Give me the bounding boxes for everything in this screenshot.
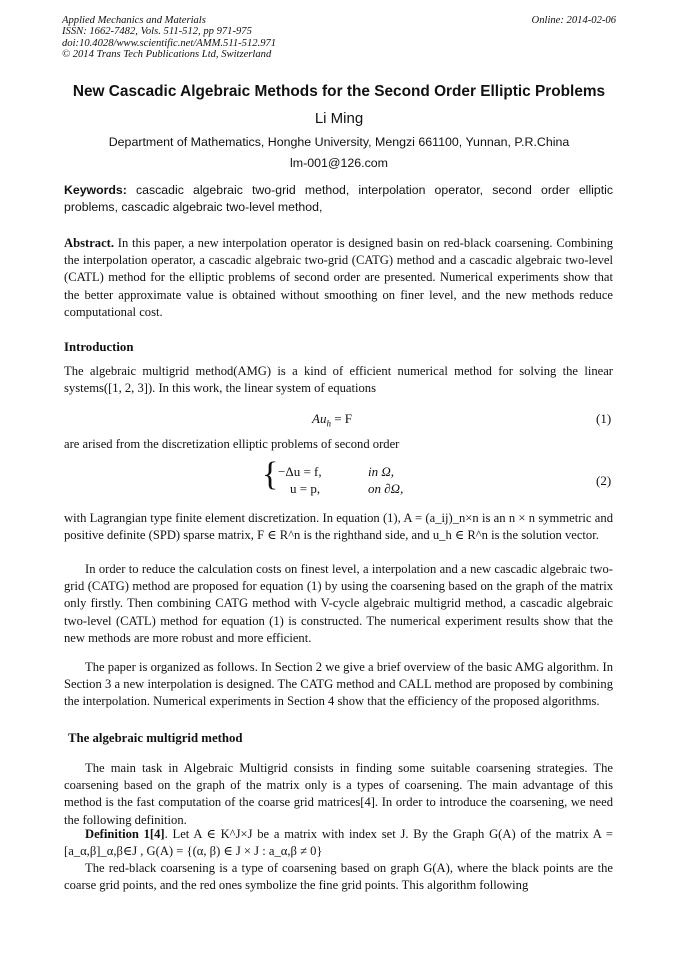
paper-title: New Cascadic Algebraic Methods for the Second Order Elliptic Problems — [72, 83, 606, 100]
amg-paragraph-1: The main task in Algebraic Multigrid consists in finding some suitable coarsening strategies. The coarsening based on the graph of the matrix only is a types of coarsening. The main advantage of this method is the fast computation of the coarse grid matrices[4]. In order to introduce the coarsening, we need the following definition. — [64, 761, 613, 827]
abstract-label: Abstract. — [64, 236, 115, 250]
abstract — [64, 235, 613, 321]
abstract-text: In this paper, a new interpolation operator is designed basin on red-black coarsening. Combining the interpolation operator, a cascadic algebraic two-grid (CATG) method and a cascadic algebraic two-level (CATL) method for the elliptic problems of second order are presented. Numerical experiments show that the better approximate value is obtained without smoothing on finer level, and the new methods reduce computational cost. — [64, 236, 614, 319]
issn-line: ISSN: 1662-7482, Vols. 511-512, pp 971-975 — [62, 26, 252, 38]
intro-paragraph-2: are arised from the discretization elliptic problems of second order — [64, 437, 400, 451]
equation-1: $Au_h = F$ — [312, 411, 353, 429]
equation-2-line-1-rhs: in Ω, — [368, 464, 395, 479]
definition-1 — [64, 826, 613, 860]
doi-line: doi:10.4028/www.scientific.net/AMM.511-512.971 — [62, 37, 277, 49]
equation-2-line-2-rhs: on ∂Ω, — [368, 481, 404, 496]
intro-paragraph-3: with Lagrangian type finite element discretization. In equation (1), A = (a_ij)_n×n is an n × n symmetric and positive definite (SPD) sparse matrix, F ∈ R^n is the righthand side, and u_h ∈ R^n is the solution vector. — [64, 511, 613, 543]
keywords — [64, 182, 613, 216]
affiliation: Department of Mathematics, Honghe University, Mengzi 661100, Yunnan, P.R.China — [108, 135, 570, 149]
keywords-text: cascadic algebraic two-grid method, interpolation operator, second order elliptic problems, cascadic algebraic two-level method, — [64, 183, 614, 215]
left-brace-icon: { — [262, 456, 279, 493]
author-email: lm-001@126.com — [290, 156, 388, 170]
copyright-line: © 2014 Trans Tech Publications Ltd, Switzerland — [62, 49, 272, 61]
intro-paragraph-5: The paper is organized as follows. In Section 2 we give a brief overview of the basic AMG algorithm. In Section 3 a new interpolation is designed. The CATG method and CALL method are proposed by combining the interpolation. Numerical experiments in Section 4 show that the efficiency of the proposed algorithms. — [64, 660, 613, 709]
amg-paragraph-2: The red-black coarsening is a type of coarsening based on graph G(A), where the black points are the coarse grid points, and the red ones symbolize the fine grid points. This algorithm following — [64, 861, 613, 893]
equation-2-line-1-lhs: −Δu = f, — [278, 464, 322, 479]
introduction-heading: Introduction — [64, 340, 134, 354]
definition-text: . Let A ∈ K^J×J be a matrix with index set J. By the Graph G(A) of the matrix A = [a_α,β]_α,β∈J , G(A) = {(α, β) ∈ J × J : a_α,β ≠ 0} — [64, 827, 613, 859]
intro-paragraph-4: In order to reduce the calculation costs on finest level, a interpolation and a new cascadic algebraic two-grid (CATG) method are proposed for equation (1) by using the coarsening based on the graph of the matrix only firstly. Then combining CATG method with V-cycle algebraic multigrid method, a cascadic algebraic two-level (CATL) method for equation (1) is constructed. The numerical experiment results show that the new methods are more robust and more efficient. — [64, 562, 613, 645]
journal-header — [62, 15, 276, 61]
intro-paragraph-1: The algebraic multigrid method(AMG) is a kind of efficient numerical method for solving the linear systems([1, 2, 3]). In this work, the linear system of equations — [64, 364, 613, 396]
equation-2-number: (2) — [596, 473, 612, 488]
journal-name: Applied Mechanics and Materials — [62, 15, 206, 26]
equation-2-line-2-lhs: u = p, — [290, 481, 321, 496]
amg-heading: The algebraic multigrid method — [68, 731, 243, 745]
equation-1-number: (1) — [596, 411, 612, 426]
keywords-label: Keywords: — [64, 183, 127, 197]
author-name: Li Ming — [314, 110, 364, 127]
definition-label: Definition 1[4] — [85, 827, 165, 841]
online-date: Online: 2014-02-06 — [531, 15, 616, 26]
